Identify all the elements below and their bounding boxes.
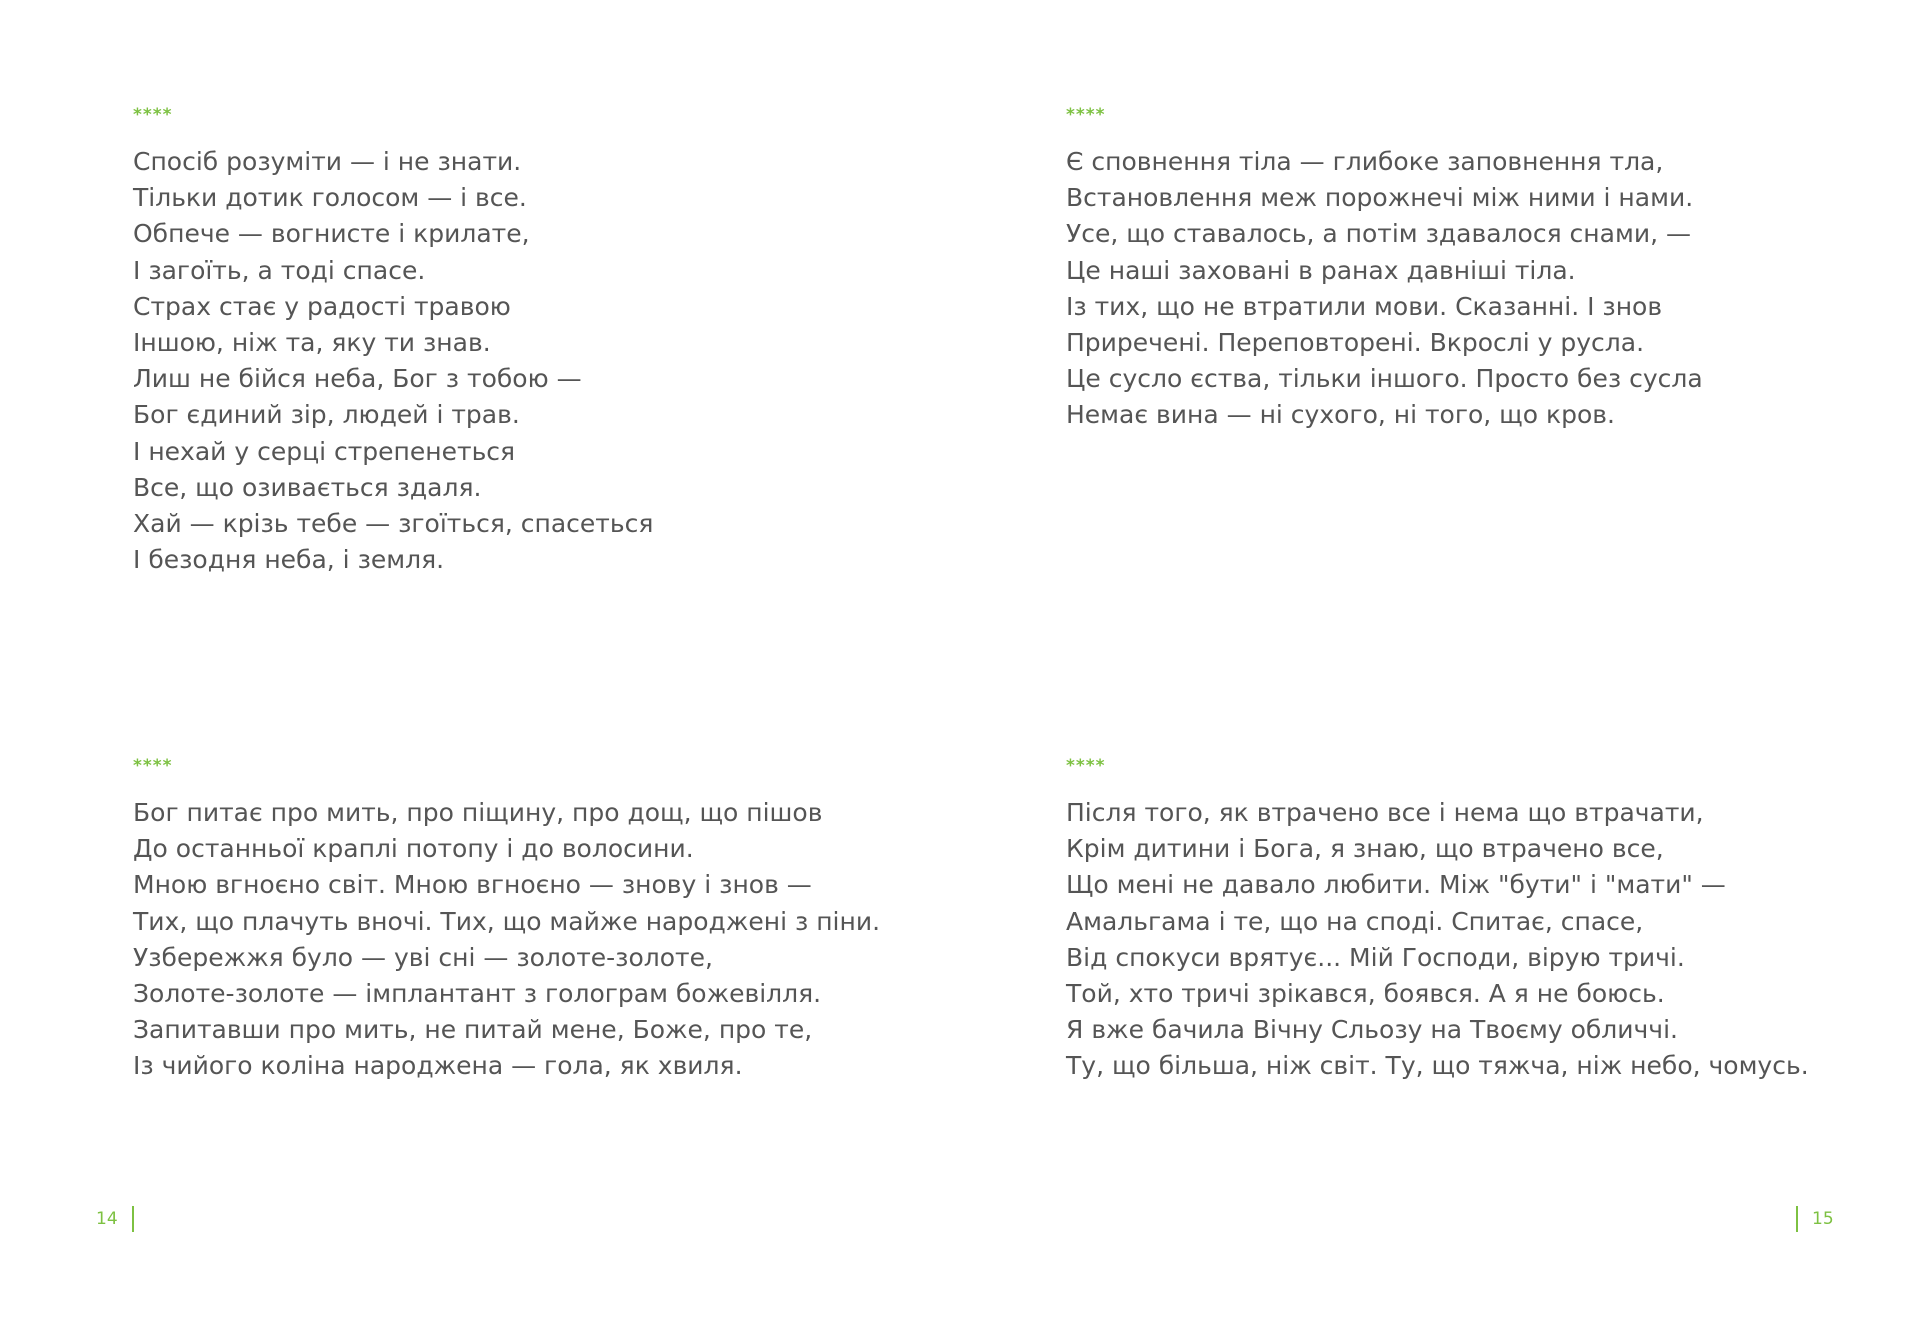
poem-line: Золоте-золоте — імплантант з голограм божевілля. <box>133 979 822 1009</box>
poem-line: І безодня неба, і земля. <box>133 545 445 575</box>
poem-line: Амальгама і те, що на споді. Спитає, спасе, <box>1066 906 1644 936</box>
poem-line: Після того, як втрачено все і нема що втрачати, <box>1066 798 1704 827</box>
poem-3 <box>133 753 933 1085</box>
poem-line: До останньої краплі потопу і до волосини. <box>133 834 694 864</box>
poem-line: Ту, що більша, ніж світ. Ту, що тяжча, ніж небо, чомусь. <box>1066 1051 1809 1081</box>
page-number-divider <box>1796 1206 1798 1232</box>
page-number-right <box>1796 1206 1834 1232</box>
poem-line: Хай — крізь тебе — згоїться, спасеться <box>133 509 654 539</box>
poem-line: Той, хто тричі зрікався, боявся. А я не боюсь. <box>1066 979 1665 1009</box>
poem-line: І нехай у серці стрепенеться <box>133 436 516 466</box>
poem-line: Все, що озивається здаля. <box>133 472 482 502</box>
poem-line: Спосіб розуміти — і не знати. <box>133 147 522 176</box>
poem-line: Запитавши про мить, не питай мене, Боже, про те, <box>133 1015 813 1045</box>
section-marker: **** <box>133 105 173 125</box>
poem-line: Тих, що плачуть вночі. Тих, що майже народжені з піни. <box>133 906 881 936</box>
poem-line: Крім дитини і Бога, я знаю, що втрачено все, <box>1066 834 1664 864</box>
poem-line: Усе, що ставалось, а потім здавалося снами, — <box>1066 219 1691 249</box>
poem-line: Я вже бачила Вічну Сльозу на Твоєму обличчі. <box>1066 1015 1678 1045</box>
poem-4 <box>1066 753 1866 1085</box>
poem-line: Немає вина — ні сухого, ні того, що кров. <box>1066 400 1615 430</box>
page-number-left <box>96 1206 134 1232</box>
poem-line: Лиш не бійся неба, Бог з тобою — <box>133 364 582 394</box>
page-number-label: 15 <box>1812 1209 1834 1229</box>
poem-line: Тільки дотик голосом — і все. <box>133 183 527 213</box>
section-marker: **** <box>1066 756 1106 776</box>
poem-line: Є сповнення тіла — глибоке заповнення тла, <box>1066 147 1664 176</box>
poem-line: Від спокуси врятує... Мій Господи, вірую тричі. <box>1066 942 1685 972</box>
section-marker: **** <box>1066 105 1106 125</box>
poem-2 <box>1066 102 1866 434</box>
poem-line: Із тих, що не втратили мови. Сказанні. І знов <box>1066 291 1663 321</box>
poem-line: Це наші заховані в ранах давніші тіла. <box>1066 255 1576 285</box>
poem-line: Мною вгноєно світ. Мною вгноєно — знову і знов — <box>133 870 812 900</box>
poem-line: Обпече — вогнисте і крилате, <box>133 219 530 249</box>
poem-line: Встановлення меж порожнечі між ними і нами. <box>1066 183 1694 213</box>
poem-line: Страх стає у радості травою <box>133 291 511 321</box>
poem-line: Іншою, ніж та, яку ти знав. <box>133 328 491 358</box>
poem-line: І загоїть, а тоді спасе. <box>133 255 426 285</box>
section-marker: **** <box>133 756 173 776</box>
poem-line: Це сусло єства, тільки іншого. Просто без сусла <box>1066 364 1703 394</box>
poem-line: Бог єдиний зір, людей і трав. <box>133 400 520 430</box>
poem-line: Що мені не давало любити. Між "бути" і "мати" — <box>1066 870 1726 900</box>
poem-line: Із чийого коліна народжена — гола, як хвиля. <box>133 1051 743 1081</box>
poem-line: Приречені. Переповторені. Вкрослі у русла. <box>1066 328 1645 358</box>
poem-1 <box>133 102 933 578</box>
poem-line: Узбережжя було — уві сні — золоте-золоте, <box>133 942 713 972</box>
poem-line: Бог питає про мить, про піщину, про дощ, що пішов <box>133 798 823 827</box>
page-number-divider <box>132 1206 134 1232</box>
page-number-label: 14 <box>96 1209 118 1229</box>
